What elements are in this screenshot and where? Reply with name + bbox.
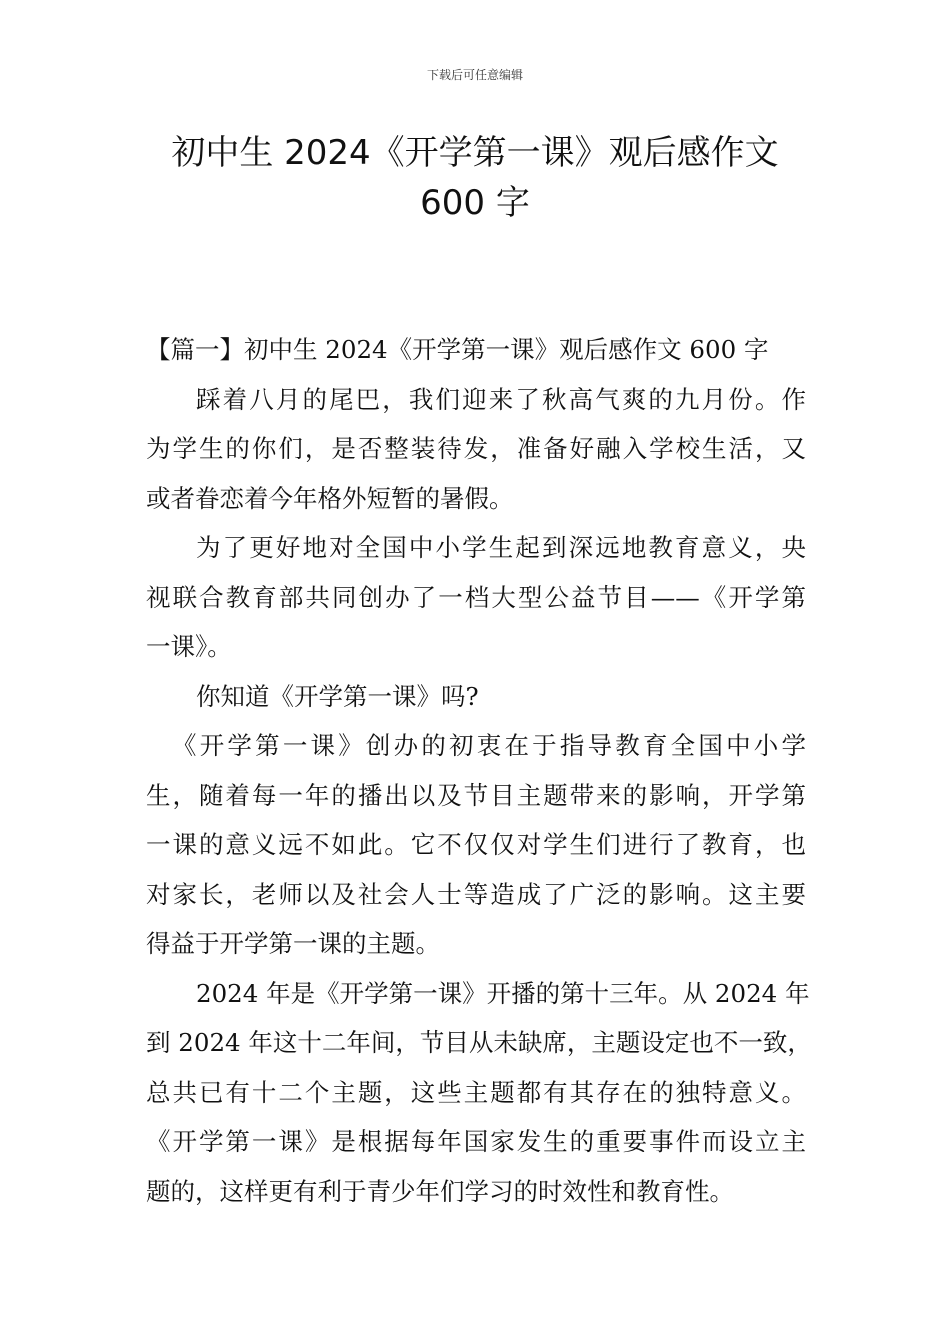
section-heading: 【篇一】初中生 2024《开学第一课》观后感作文 600 字 <box>146 335 769 364</box>
header-note: 下载后可任意编辑 <box>426 68 523 82</box>
text-line: 生，随着每一年的播出以及节目主题带来的影响，开学第 <box>146 780 806 810</box>
text-line: 得益于开学第一课的主题。 <box>146 929 440 958</box>
text-line: 一课》。 <box>146 632 232 661</box>
text-line: 2024 年是《开学第一课》开播的第十三年。从 2024 年 <box>196 978 810 1008</box>
paragraph-2 <box>146 523 806 672</box>
document-title <box>0 128 950 228</box>
text-line: 到 2024 年这十二年间，节目从未缺席，主题设定也不一致， <box>146 1028 812 1057</box>
paragraph-3 <box>146 672 806 722</box>
text-line: 为了更好地对全国中小学生起到深远地教育意义，央 <box>196 533 806 562</box>
paragraph-4 <box>146 721 806 969</box>
paragraph-1 <box>146 375 806 524</box>
paragraph-5 <box>146 969 812 1217</box>
text-line: 一课的意义远不如此。它不仅仅对学生们进行了教育，也 <box>146 830 806 859</box>
text-line: 踩着八月的尾巴，我们迎来了秋高气爽的九月份。作 <box>196 384 806 414</box>
text-line: 《开学第一课》创办的初衷在于指导教育全国中小学 <box>172 731 806 760</box>
text-line: 对家长，老师以及社会人士等造成了广泛的影响。这主要 <box>146 879 806 909</box>
text-line: 或者眷恋着今年格外短暂的暑假。 <box>146 483 514 513</box>
title-line-1: 初中生 2024《开学第一课》观后感作文 <box>171 133 779 173</box>
document-body <box>146 325 812 1216</box>
text-line: 视联合教育部共同创办了一档大型公益节目——《开学第 <box>146 582 806 612</box>
title-line-2: 600 字 <box>420 183 530 223</box>
text-line: 为学生的你们，是否整装待发，准备好融入学校生活，又 <box>146 434 806 463</box>
text-line: 你知道《开学第一课》吗? <box>196 681 479 711</box>
text-line: 总共已有十二个主题，这些主题都有其存在的独特意义。 <box>146 1077 806 1107</box>
text-line: 《开学第一课》是根据每年国家发生的重要事件而设立主 <box>146 1127 806 1156</box>
text-line: 题的，这样更有利于青少年们学习的时效性和教育性。 <box>146 1176 734 1206</box>
